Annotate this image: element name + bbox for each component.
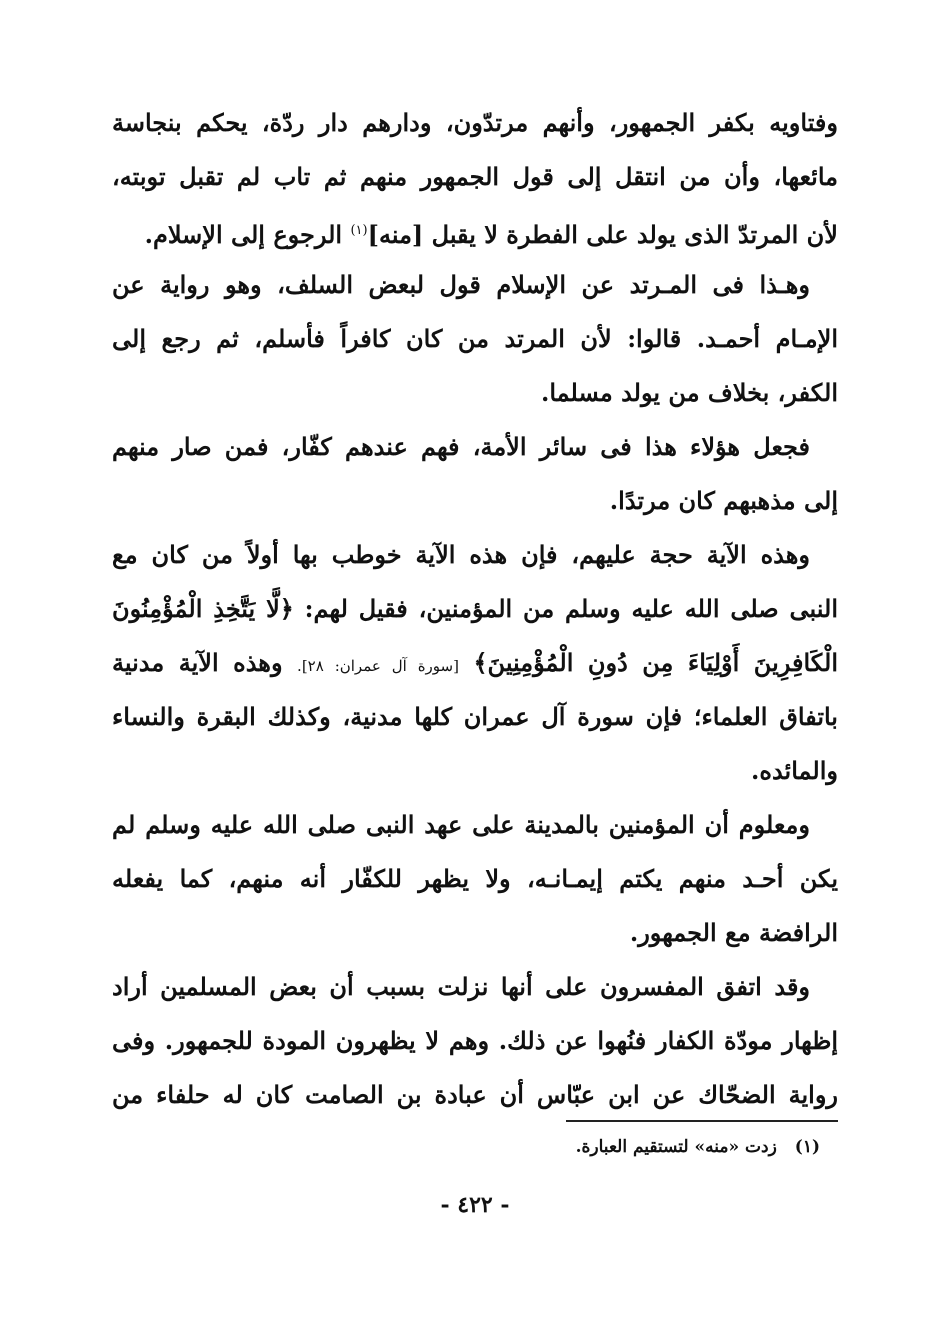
text-line: ومعلوم أن المؤمنين بالمدينة على عهد النبى صلى الله عليه وسلم لم bbox=[112, 810, 810, 839]
text-fragment: لأن المرتدّ الذى يولد على الفطرة لا يقبل [منه] bbox=[367, 220, 838, 249]
page-number: - ٤٢٢ - bbox=[440, 1192, 510, 1218]
footnote-marker: (١) bbox=[350, 223, 368, 238]
text-line: وهذه الآية حجة عليهم، فإن هذه الآية خوطب بها أولاً من كان مع bbox=[112, 540, 810, 569]
text-line: إلى مذهبهم كان مرتدًا. bbox=[609, 486, 838, 515]
text-line bbox=[112, 204, 838, 258]
text-fragment: الرجوع إلى الإسلام. bbox=[144, 220, 343, 249]
text-line: يكن أحـد منهم يكتم إيمـانـه، ولا يظهر للكفّار أنه منهم، كما يفعله bbox=[112, 864, 838, 893]
text-line: وفتاويه بكفر الجمهور، وأنهم مرتدّون، ودارهم دار ردّة، يحكم بنجاسة bbox=[112, 108, 838, 137]
footnote bbox=[500, 1132, 820, 1162]
text-line: باتفاق العلماء؛ فإن سورة آل عمران كلها مدنية، وكذلك البقرة والنساء bbox=[112, 702, 838, 731]
text-line: وهـذا فى المـرتد عن الإسلام قول لبعض السلف، وهو رواية عن bbox=[112, 270, 810, 299]
text-line: النبى صلى الله عليه وسلم من المؤمنين، فقيل لهم: ﴿لَّا يَتَّخِذِ الْمُؤْمِنُونَ bbox=[112, 594, 838, 623]
footnote-text: زدت «منه» لتستقيم العبارة. bbox=[575, 1137, 777, 1157]
text-line: إظهار مودّة الكفار فنُهوا عن ذلك. وهم لا يظهرون المودة للجمهور. وفى bbox=[112, 1026, 838, 1055]
text-line: الإمـام أحمـد. قالوا: لأن المرتد من كان كافراً فأسلم، ثم رجع إلى bbox=[112, 324, 838, 353]
footnote-divider bbox=[566, 1120, 838, 1122]
text-line: الكفر، بخلاف من يولد مسلما. bbox=[540, 378, 838, 407]
verse-reference: [سورة آل عمران: ٢٨]. bbox=[297, 657, 459, 675]
text-line: والمائده. bbox=[751, 756, 838, 785]
text-line: وقد اتفق المفسرون على أنها نزلت بسبب أن بعض المسلمين أراد bbox=[112, 972, 810, 1001]
quran-verse: الْكَافِرِينَ أَوْلِيَاءَ مِن دُونِ الْمُؤْمِنِينَ﴾ bbox=[473, 648, 838, 677]
text-line: مائعها، وأن من انتقل إلى قول الجمهور منهم ثم تاب لم تقبل توبته، bbox=[112, 162, 838, 191]
body-text bbox=[112, 96, 838, 1122]
text-line: الرافضة مع الجمهور. bbox=[629, 918, 838, 947]
text-line bbox=[112, 636, 838, 690]
text-line: فجعل هؤلاء هذا فى سائر الأمة، فهم عندهم كفّار، فمن صار منهم bbox=[112, 432, 810, 461]
text-fragment: وهذه الآية مدنية bbox=[112, 648, 283, 677]
footnote-number: (١) bbox=[794, 1137, 820, 1157]
text-line: رواية الضحّاك عن ابن عبّاس أن عبادة بن الصامت كان له حلفاء من bbox=[112, 1080, 838, 1109]
